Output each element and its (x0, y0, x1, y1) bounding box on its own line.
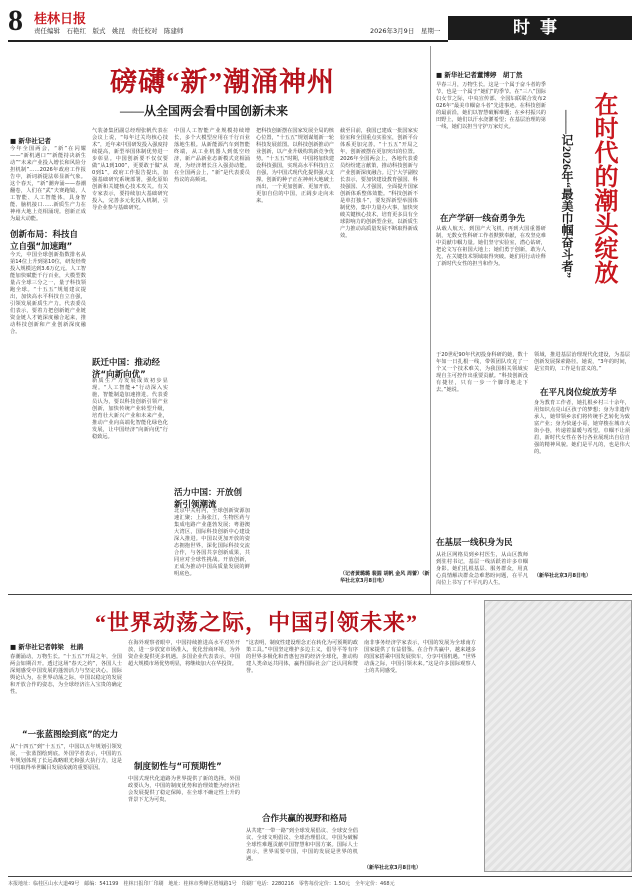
lead-col1: 今年全国两会，“新”在闪耀——“新机遇口”“新能持决新生动”“未来产业投入增长和风险分担机制”……2026年政府工作报告中，新词新提法彰显新气象。这个春天，“新”潮奔涌——春潮翻卷，人们在“武”夫赛跑镜，人工智能、人工智能体，具身智能、脑机接口……新质生产力在神州大地上竞相涌现。创新正成为最大动能。 (10, 146, 86, 222)
lead-byline: ■ 新华社记者 (10, 136, 51, 145)
lead-col2: 气装备集团副总经理张帆代表在会议上说，“每年过关均核心技术”，近年来中国研发投入强度持续提高，新型举国体制优势进一步彰显。中国创新要不仅仅要做“从1到100”，更要敢于做“从0到1”。政府工作报告提出，加强基础研究系统部署，强化原始创新和关键核心技术攻关。有关专家表示，要持续加大基础研究投入，完善多元化投入机制，引导企业参与基础研究。 (92, 128, 168, 211)
bottom-headline: “世界动荡之际，中国引领未来” (95, 610, 419, 635)
bottom-col2b: 中国式现代化道路为世界提供了新的选择。外国政要认为，中国的制度优势和治理效能为经济社会发展提供了稳定保障，在全球不确定性上升的背景下尤为可贵。 (128, 776, 240, 803)
right-source: （新华社北京3月8日电） (534, 573, 591, 579)
column-divider (430, 46, 431, 594)
bottom-col1: 春潮涌动，万物生长。“十五五”开局之年，全国两会如期召开。透过这场“春天之约”，各国人士深刻感受中国发展的蓬勃活力与坚定决心。国际舆论认为，在世界动荡之际，中国以稳定的发展和开放合作的姿态，为全球经济注入宝贵的确定性。 (10, 654, 122, 695)
bottom-col2: 在海外观察者眼中，中国持续推进高水平对外开放，进一步放宽市场准入，优化营商环境，为外资企业提供更多机遇。多国企业代表表示，中国超大规模市场优势明显，将继续加大在华投资。 (128, 640, 240, 667)
lead-source: （记者黄璐璐 裴圆 胡帆 金风 周蕾）（新华社北京3月8日电） (340, 571, 430, 584)
bottom-col1b: 从“十四五”到“十五五”，中国以五年规划引领发展，一张蓝图绘到底。外国学者表示，中国的五年规划体现了长远战略眼光和强大执行力，这是中国取得举世瞩目发展成就的重要原因。 (10, 744, 122, 771)
lead-col2b: 新质生产力发展成效初步显现。“人工智能+”行动深入实施，智能制造加速推进。代表委员认为，要以科技创新引领产业创新，加快传统产业转型升级，培育壮大新兴产业和未来产业，推动产业向高端化智能化绿色化发展，让中国经济“向新向优”行稳致远。 (92, 378, 168, 440)
bottom-col4: 南非事务经济学家表示，中国的发展为全球南方国家提供了有益借鉴。在合作共赢中，越来越多的国家搭乘中国发展快车，分享中国机遇。“世界动荡之际，中国引领未来。”这是许多国际观察人士的共同感受。 (364, 640, 476, 674)
lead-col4: 把科技创新摆在国家发展全局的核心位置，“十五五”规划谋划新一轮科技发展蓝图。以科技创新推动产业创新，以产业升级构筑新竞争优势。“十五五”时期，中国将加快建设科技强国，实现高水平科技自立自强，为中国式现代化提供强大支撑。创新的种子正在神州大地破土而出，一个更加创新、更加开放、更加自信的中国，正阔步走向未来。 (256, 128, 335, 204)
right-col1: 早春三月，万物生长。这是一个属于奋斗者的季节，也是一个属于“她们”的季节。在“三八”国际妇女节之际，中央宣传部、全国妇联联合发布2026年“最美巾帼奋斗者”先进事迹。在科技创新的最前沿，她们以智慧破解难题；在乡村振兴的田野上，她们以汗水浇灌希望；在基层治理的第一线，她们以担当守护万家灯火。 (436, 82, 546, 130)
footer-info: 本报地址：临桂区山水大道49号 邮编：541199 桂林日报印厂印刷 地址：桂林市秀峰区塔城路1号 印刷厂电话：2280216 零售每份定价：1.50元 全年定价：468元 (8, 881, 395, 887)
bottom-col3: “这表明，制度性建设理念正在转化为可预期的政策工具。”中国坚定维护多边主义，倡导平等有序的世界多极化和普惠包容的经济全球化，推动构建人类命运共同体，赢得国际社会广泛认同和赞誉。 (246, 640, 358, 674)
lead-subhead-2: 跃迁中国：推动经济“向新向优” (92, 358, 161, 380)
right-subheadline: ——记2026年“最美巾帼奋斗者” (560, 110, 574, 278)
section-label: 时事 (448, 16, 632, 40)
lead-headline: 磅礴“新”潮涌神州 (110, 67, 335, 97)
right-subhead-2: 在基层一线积身为民 (436, 538, 513, 548)
lead-subhead-1: 创新布局：科技自立自强“加速跑” (10, 230, 79, 252)
right-subhead-1: 在产学研一线奋勇争先 (440, 214, 526, 224)
staff-line: 责任编辑 石艳红 版式 姚昆 责任校对 陈建师 (34, 27, 184, 35)
right-col2b: 从社区网格员到乡村医生，从山区教师到驻村书记，基层一线活跃着许多巾帼身影。她们扎根基层、服务群众，用真心真情解决群众急难愁盼问题，在平凡岗位上书写了不平凡的人生。 (436, 552, 528, 586)
right-col1b: 从载人航天、到国产大飞机，再到大国重器研制，无数女性科研工作者默默奉献，在攻坚克难中贡献巾帼力量。她们坚守实验室，潜心钻研，把论文写在祖国大地上；她们勇于创新，敢为人先，在关键技术领域取得突破。她们用行动诠释了新时代女性的担当和作为。 (436, 226, 546, 267)
lead-subhead-3: 活力中国：开放创新引领潮流 (174, 488, 243, 510)
date-line: 2026年3月9日 星期一 (370, 27, 441, 35)
lead-col3b: 北京中关村内，全球创新资源加速汇聚；上海张江，生物医药与集成电路产业蓬勃发展；粤港澳大湾区，国际科技创新中心建设深入推进。中国以更加开放的姿态拥抱世界，深化国际科技交流合作，与各国共享创新成果，共同应对全球性挑战。开放创新，正成为推动中国高质量发展的鲜明底色。 (174, 508, 250, 577)
right-col2: 于20世纪90年代初投身科研的她，数十年如一日扎根一线，带领团队攻克了一个又一个技术难关，为我国相关领域实现自主可控作出重要贡献。“科技创新没有捷径，只有一步一个脚印地走下去。”她说。 (436, 352, 528, 393)
right-col3: 领域，推进基层治理现代化建设，为基层创新发展探索路径。她说，“3年的时间，是宝贵的，工作是有意义的。” (534, 352, 630, 372)
paper-name: 桂林日报 (34, 11, 87, 26)
right-byline: ■ 新华社记者董博婷 胡丁然 (436, 70, 522, 79)
right-subhead-3: 在平凡岗位绽放芳华 (540, 388, 617, 398)
right-col3b: 身为教育工作者，她扎根乡村三十余年，用知识点亮山区孩子的梦想；身为非遗传承人，她带领乡亲们将传统手艺转化为致富产业；身为快递小哥，她穿梭在城市大街小巷，传递着温暖与希望。巾帼不让须眉，新时代女性在各行各业展现出自信自强的精神风貌。她们是平凡的，也是伟大的。 (534, 400, 630, 455)
bottom-subhead-2: 制度韧性与“可预期性” (134, 762, 222, 772)
bottom-source: （新华社北京3月8日电） (364, 865, 421, 871)
page-number: 8 (8, 4, 23, 37)
lead-subheadline: —— 从全国两会看中国创新未来 (120, 102, 288, 119)
right-headline: 在时代的潮头绽放 (590, 92, 616, 284)
section-divider (8, 594, 632, 595)
bottom-col3b: 从共建“一带一路”到全球发展倡议、全球安全倡议、全球文明倡议、全球治理倡议，中国为破解全球性难题贡献中国智慧和中国方案。国际人士表示，世界需要中国，中国的发展是世界的机遇。 (246, 828, 358, 862)
lead-col3: 中国人工智能产业规模持续增长，多个大模型应用在千行百业落地生根。从新能源汽车到智能终端，从工业机器人到低空经济，新产品新业态新模式竞相涌现，为经济增长注入强劲动能。在全国两会上，“新”是代表委员热议的高频词。 (174, 128, 250, 183)
footer-rule (8, 876, 632, 877)
lead-col1b: 今天，中国全球创新指数排名从第14位上升到第10位，研发经费投入规模达到3.6万亿元。人工智能加快赋能千行百业，大模型数量占全球三分之一，量子科技领跑全球。“十五五”规划建议提出，加快高水平科技自立自强，引领发展新质生产力。代表委员们表示，要着力把创新链产业链资金链人才链深度融合起来，推动科技创新和产业创新深度融合。 (10, 252, 86, 335)
bottom-subhead-1: “一张蓝图绘到底”的定力 (22, 730, 119, 740)
bottom-byline: ■ 新华社记者韩梁 杜鹃 (10, 642, 83, 651)
lead-col5: 截至目前，我国已建成一批国家实验室和全国重点实验室，创新平台体系更加完善。“十五五”开局之年，创新被摆在更加突出的位置。2026年全国两会上，各地代表委员纷纷建言献策，推动科技创新与产业创新深度融合。辽宁大学副校长表示，要加快建设教育强国、科技强国、人才强国，全面提升国家创新体系整体效能。“科技创新不是单打独斗”，要发挥新型举国体制优势，集中力量办大事，加快突破关键核心技术，培育更多具有全球影响力的创新型企业，以新质生产力推动高质量发展不断取得新成效。 (340, 128, 418, 239)
bottom-right-continuation (484, 600, 632, 872)
header-rule (8, 40, 448, 42)
bottom-subhead-3: 合作共赢的视野和格局 (262, 814, 348, 824)
